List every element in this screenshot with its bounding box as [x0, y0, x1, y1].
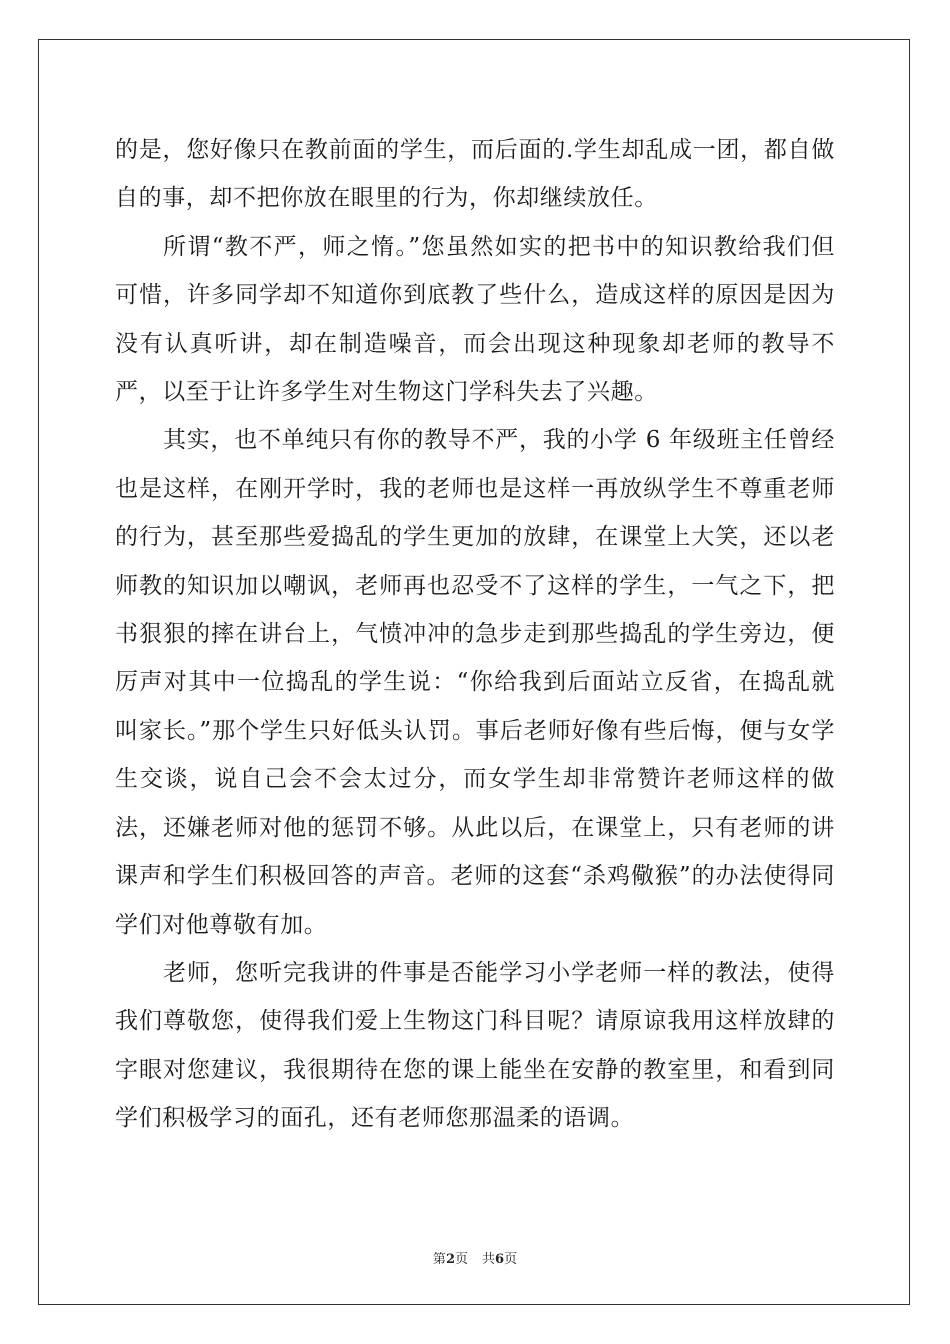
paragraph-2: 所谓“教不严，师之惰。”您虽然如实的把书中的知识教给我们但可惜，许多同学却不知道你到底教了些什么，造成这样的原因是因为没有认真听讲，却在制造噪音，而会出现这种现象却老师的教导不严，以至于让许多学生对生物这门学科失去了兴趣。 [115, 233, 835, 406]
total-prefix: 共 [482, 1252, 496, 1267]
page-unit: 页 [454, 1252, 468, 1267]
total-unit: 页 [504, 1252, 518, 1267]
document-body [115, 126, 835, 1143]
page-prefix: 第 [432, 1252, 446, 1267]
paragraph-4: 老师，您听完我讲的件事是否能学习小学老师一样的教法，使得我们尊敬您，使得我们爱上生物这门科目呢？请原谅我用这样放肆的字眼对您建议，我很期待在您的课上能坐在安静的教室里，和看到同学们积极学习的面孔，还有老师您那温柔的语调。 [115, 959, 835, 1132]
paragraph-3: 其实，也不单纯只有你的教导不严，我的小学 6 年级班主任曾经也是这样，在刚开学时，我的老师也是这样一再放纵学生不尊重老师的行为，甚至那些爱捣乱的学生更加的放肆，在课堂上大笑，还以老师教的知识加以嘲讽，老师再也忍受不了这样的学生，一气之下，把书狠狠的摔在讲台上，气愤冲冲的急步走到那些捣乱的学生旁边，便厉声对其中一位捣乱的学生说：“你给我到后面站立反省，在捣乱就叫家长。”那个学生只好低头认罚。事后老师好像有些后悔，便与女学生交谈，说自己会不会太过分，而女学生却非常赞许老师这样的做法，还嫌老师对他的惩罚不够。从此以后，在课堂上，只有老师的讲课声和学生们积极回答的声音。老师的这套“杀鸡儆猴”的办法使得同学们对他尊敬有加。 [115, 427, 835, 938]
page-total: 6 [495, 1252, 505, 1267]
paragraph-1: 的是，您好像只在教前面的学生，而后面的.学生却乱成一团，都自做自的事，却不把你放在眼里的行为，你却继续放任。 [115, 137, 835, 212]
page-footer [0, 1248, 950, 1267]
page-current: 2 [445, 1252, 455, 1267]
